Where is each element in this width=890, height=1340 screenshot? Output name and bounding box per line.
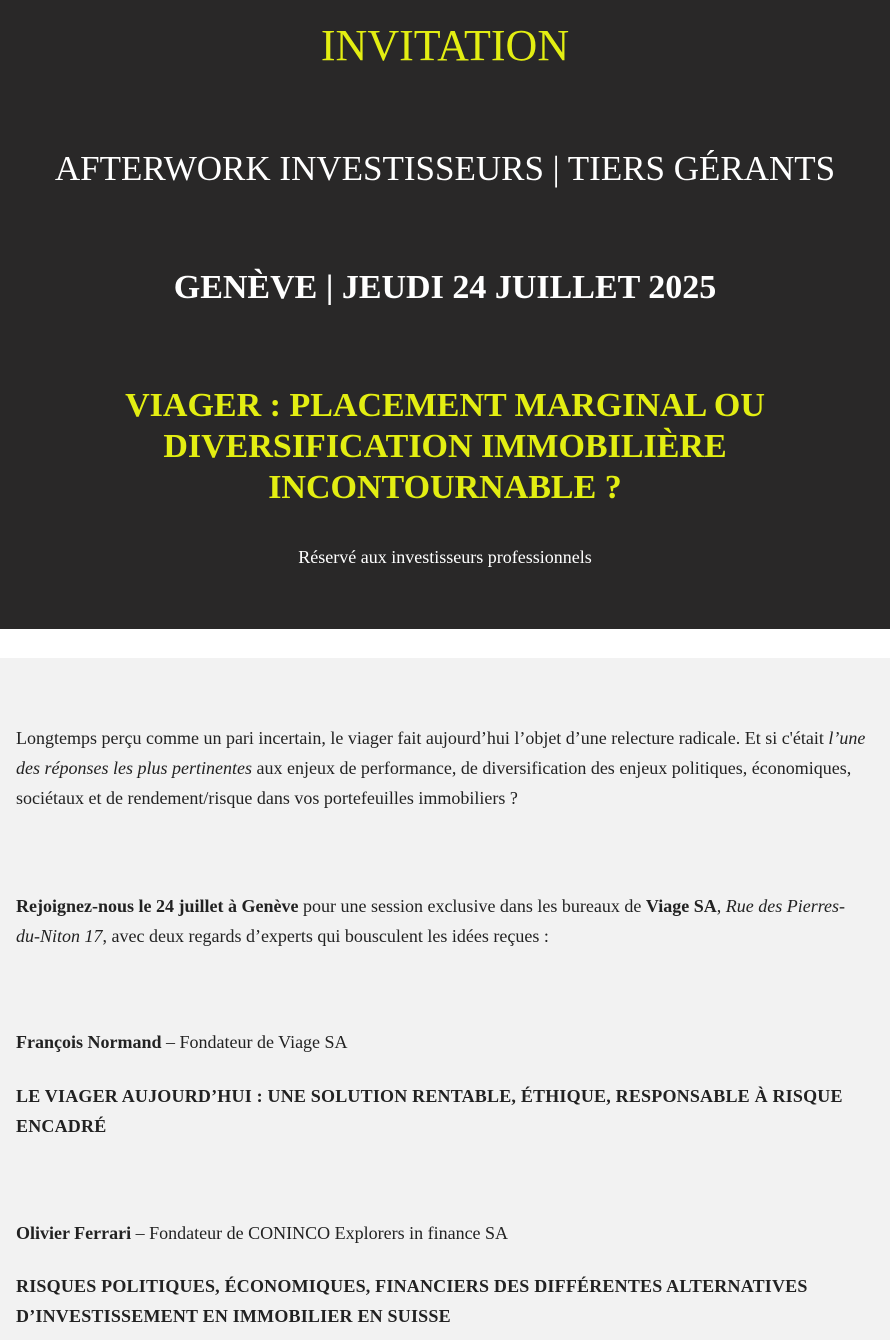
headline-line: VIAGER : PLACEMENT MARGINAL OU xyxy=(125,387,765,424)
intro-paragraph xyxy=(16,723,868,813)
speaker-line xyxy=(16,1218,868,1248)
venue-address: Rue des Pierres-du-Niton 17 xyxy=(16,896,846,946)
intro-text: Longtemps perçu comme un pari incertain, le viager fait aujourd’hui l’objet d’une relecture radicale. Et si c'était xyxy=(16,728,829,748)
event-date: GENÈVE | JEUDI 24 JUILLET 2025 xyxy=(173,269,717,306)
audience-note: Réservé aux investisseurs professionnels xyxy=(298,547,592,567)
company-name: Viage SA xyxy=(645,896,717,916)
speaker-line xyxy=(16,1027,868,1057)
invitation-body xyxy=(0,658,890,1340)
event-headline xyxy=(60,385,830,508)
talk-title: RISQUES POLITIQUES, ÉCONOMIQUES, FINANCIERS DES DIFFÉRENTES ALTERNATIVES D’INVESTISSEMENT EN IMMOBILIER EN SUISSE xyxy=(16,1276,808,1326)
hero-banner xyxy=(0,0,890,629)
speaker-name: François Normand xyxy=(16,1032,162,1052)
headline-line: INCONTOURNABLE ? xyxy=(268,469,622,506)
talk-title: LE VIAGER AUJOURD’HUI : UNE SOLUTION RENTABLE, ÉTHIQUE, RESPONSABLE À RISQUE ENCADRÉ xyxy=(16,1086,843,1136)
event-subtitle: AFTERWORK INVESTISSEURS | TIERS GÉRANTS xyxy=(54,149,836,188)
speaker-role: – Fondateur de CONINCO Explorers in finance SA xyxy=(131,1223,509,1243)
join-text: , xyxy=(716,896,726,916)
headline-line: DIVERSIFICATION IMMOBILIÈRE xyxy=(163,428,727,465)
join-paragraph xyxy=(16,891,868,951)
invitation-title: INVITATION xyxy=(320,21,570,70)
speaker-name: Olivier Ferrari xyxy=(16,1223,132,1243)
intro-emphasis: l’une des réponses les plus pertinentes xyxy=(16,728,866,778)
speaker-role: – Fondateur de Viage SA xyxy=(161,1032,348,1052)
intro-text: aux enjeux de performance, de diversification des enjeux politiques, économiques, sociétaux et de rendement/risque dans vos portefeuilles immobiliers ? xyxy=(16,758,852,808)
join-lead: Rejoignez-nous le 24 juillet à Genève xyxy=(16,896,299,916)
join-text: , avec deux regards d’experts qui bousculent les idées reçues : xyxy=(102,926,549,946)
join-text: pour une session exclusive dans les bureaux de xyxy=(298,896,646,916)
